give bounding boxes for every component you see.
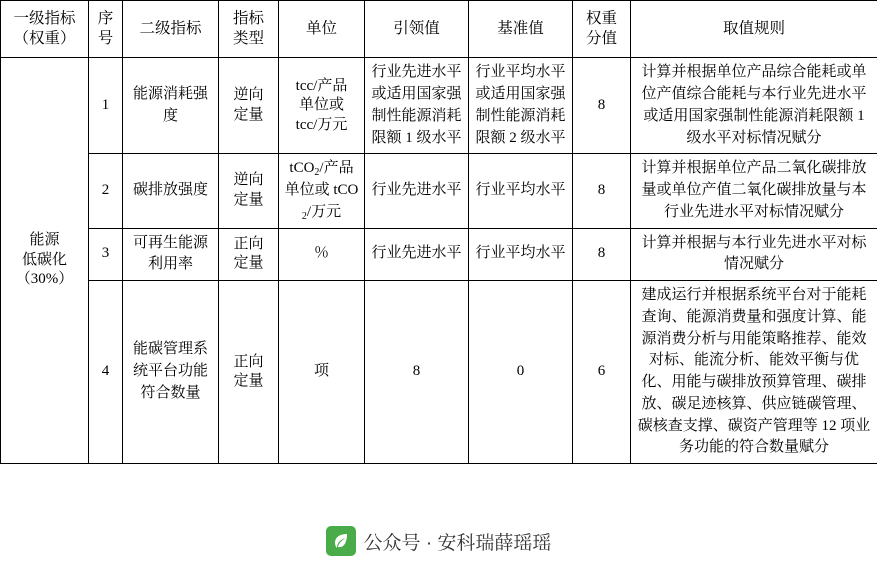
row-unit <box>279 58 365 154</box>
header-level1-line2: （权重） <box>13 30 76 48</box>
row-unit <box>279 154 365 228</box>
row-lead-value: 行业先进水平 <box>365 154 469 228</box>
header-type-line2: 类型 <box>232 30 264 48</box>
row-level2: 碳排放强度 <box>123 154 219 228</box>
row-no: 1 <box>89 58 123 154</box>
row-unit-sub2: 2 <box>301 210 307 222</box>
row-no: 4 <box>89 281 123 464</box>
header-level1-line1: 一级指标 <box>13 10 76 27</box>
header-no <box>89 1 123 58</box>
row-type-line1: 逆向 <box>233 87 264 104</box>
watermark-text: 公众号 · 安科瑞薛瑶瑶 <box>363 532 552 554</box>
row-unit-tail: /万元 <box>306 203 342 220</box>
header-lead-value: 引领值 <box>365 1 469 58</box>
row-lead-value: 行业先进水平 <box>365 228 469 281</box>
row-rule: 建成运行并根据系统平台对于能耗查询、能源消费量和强度计算、能源消费分析与用能策略推荐、能效对标、能流分析、能效平衡与优化、用能与碳排放预算管理、碳排放、碳足迹核算、供应链碳管理、碳核查支撑、碳资产管理等 12 项业务功能的符合数量赋分 <box>631 281 877 464</box>
row-type <box>219 58 279 154</box>
row-rule: 计算并根据单位产品二氧化碳排放量或单位产值二氧化碳排放量与本行业先进水平对标情况赋分 <box>631 154 877 228</box>
row-level2: 能源消耗强度 <box>123 58 219 154</box>
table-row <box>1 58 877 154</box>
row-weight-score: 8 <box>573 228 631 281</box>
row-type <box>219 228 279 281</box>
watermark <box>0 513 877 569</box>
row-no: 2 <box>89 154 123 228</box>
row-level2: 可再生能源利用率 <box>123 228 219 281</box>
header-weight-line1: 权重 <box>585 10 617 27</box>
header-weight-line2: 分值 <box>585 30 617 48</box>
row-level2: 能碳管理系统平台功能符合数量 <box>123 281 219 464</box>
header-unit: 单位 <box>279 1 365 58</box>
row-type-line1: 正向 <box>233 235 264 252</box>
header-row <box>1 1 877 58</box>
row-unit: ％ <box>279 228 365 281</box>
row-no: 3 <box>89 228 123 281</box>
row-base-value: 0 <box>469 281 573 464</box>
header-weight-score <box>573 1 631 58</box>
header-type <box>219 1 279 58</box>
row-unit-prefix: tCO <box>289 160 315 177</box>
row-unit-line1: tcc/产品 <box>295 77 348 94</box>
header-level2: 二级指标 <box>123 1 219 58</box>
row-unit: 项 <box>279 281 365 464</box>
row-unit-line3: tcc/万元 <box>295 116 348 133</box>
row-unit-middle: /产品单位或 tCO <box>284 160 359 199</box>
table-header <box>1 1 877 58</box>
row-type <box>219 281 279 464</box>
row-weight-score: 8 <box>573 154 631 228</box>
row-type-line2: 定量 <box>233 106 264 123</box>
level1-line2: 低碳化 <box>21 251 67 268</box>
row-unit-line2: 单位或 <box>298 97 344 114</box>
row-lead-value: 8 <box>365 281 469 464</box>
header-rule: 取值规则 <box>631 1 877 58</box>
header-no-line2: 号 <box>97 30 114 48</box>
table-row <box>1 281 877 464</box>
row-rule: 计算并根据单位产品综合能耗或单位产值综合能耗与本行业先进水平或适用国家强制性能源消耗限额 1 级水平对标情况赋分 <box>631 58 877 154</box>
table-row <box>1 228 877 281</box>
row-type-line2: 定量 <box>233 191 264 208</box>
row-base-value: 行业平均水平或适用国家强制性能源消耗限额 2 级水平 <box>469 58 573 154</box>
row-type <box>219 154 279 228</box>
row-type-line1: 逆向 <box>233 172 264 189</box>
row-base-value: 行业平均水平 <box>469 154 573 228</box>
row-unit-sub: 2 <box>314 167 320 179</box>
row-type-line2: 定量 <box>233 373 264 390</box>
row-type-line1: 正向 <box>233 353 264 370</box>
level1-line1: 能源 <box>29 232 60 249</box>
table-row <box>1 154 877 228</box>
level1-indicator-cell <box>1 58 89 464</box>
table-body <box>1 58 877 464</box>
row-type-line2: 定量 <box>233 255 264 272</box>
leaf-icon <box>326 526 356 556</box>
row-rule: 计算并根据与本行业先进水平对标情况赋分 <box>631 228 877 281</box>
row-base-value: 行业平均水平 <box>469 228 573 281</box>
header-base-value: 基准值 <box>469 1 573 58</box>
header-no-line1: 序 <box>97 10 114 27</box>
header-level1 <box>1 1 89 58</box>
row-weight-score: 6 <box>573 281 631 464</box>
header-type-line1: 指标 <box>232 10 264 27</box>
row-lead-value: 行业先进水平或适用国家强制性能源消耗限额 1 级水平 <box>365 58 469 154</box>
row-weight-score: 8 <box>573 58 631 154</box>
level1-line3: （30%） <box>15 271 74 288</box>
